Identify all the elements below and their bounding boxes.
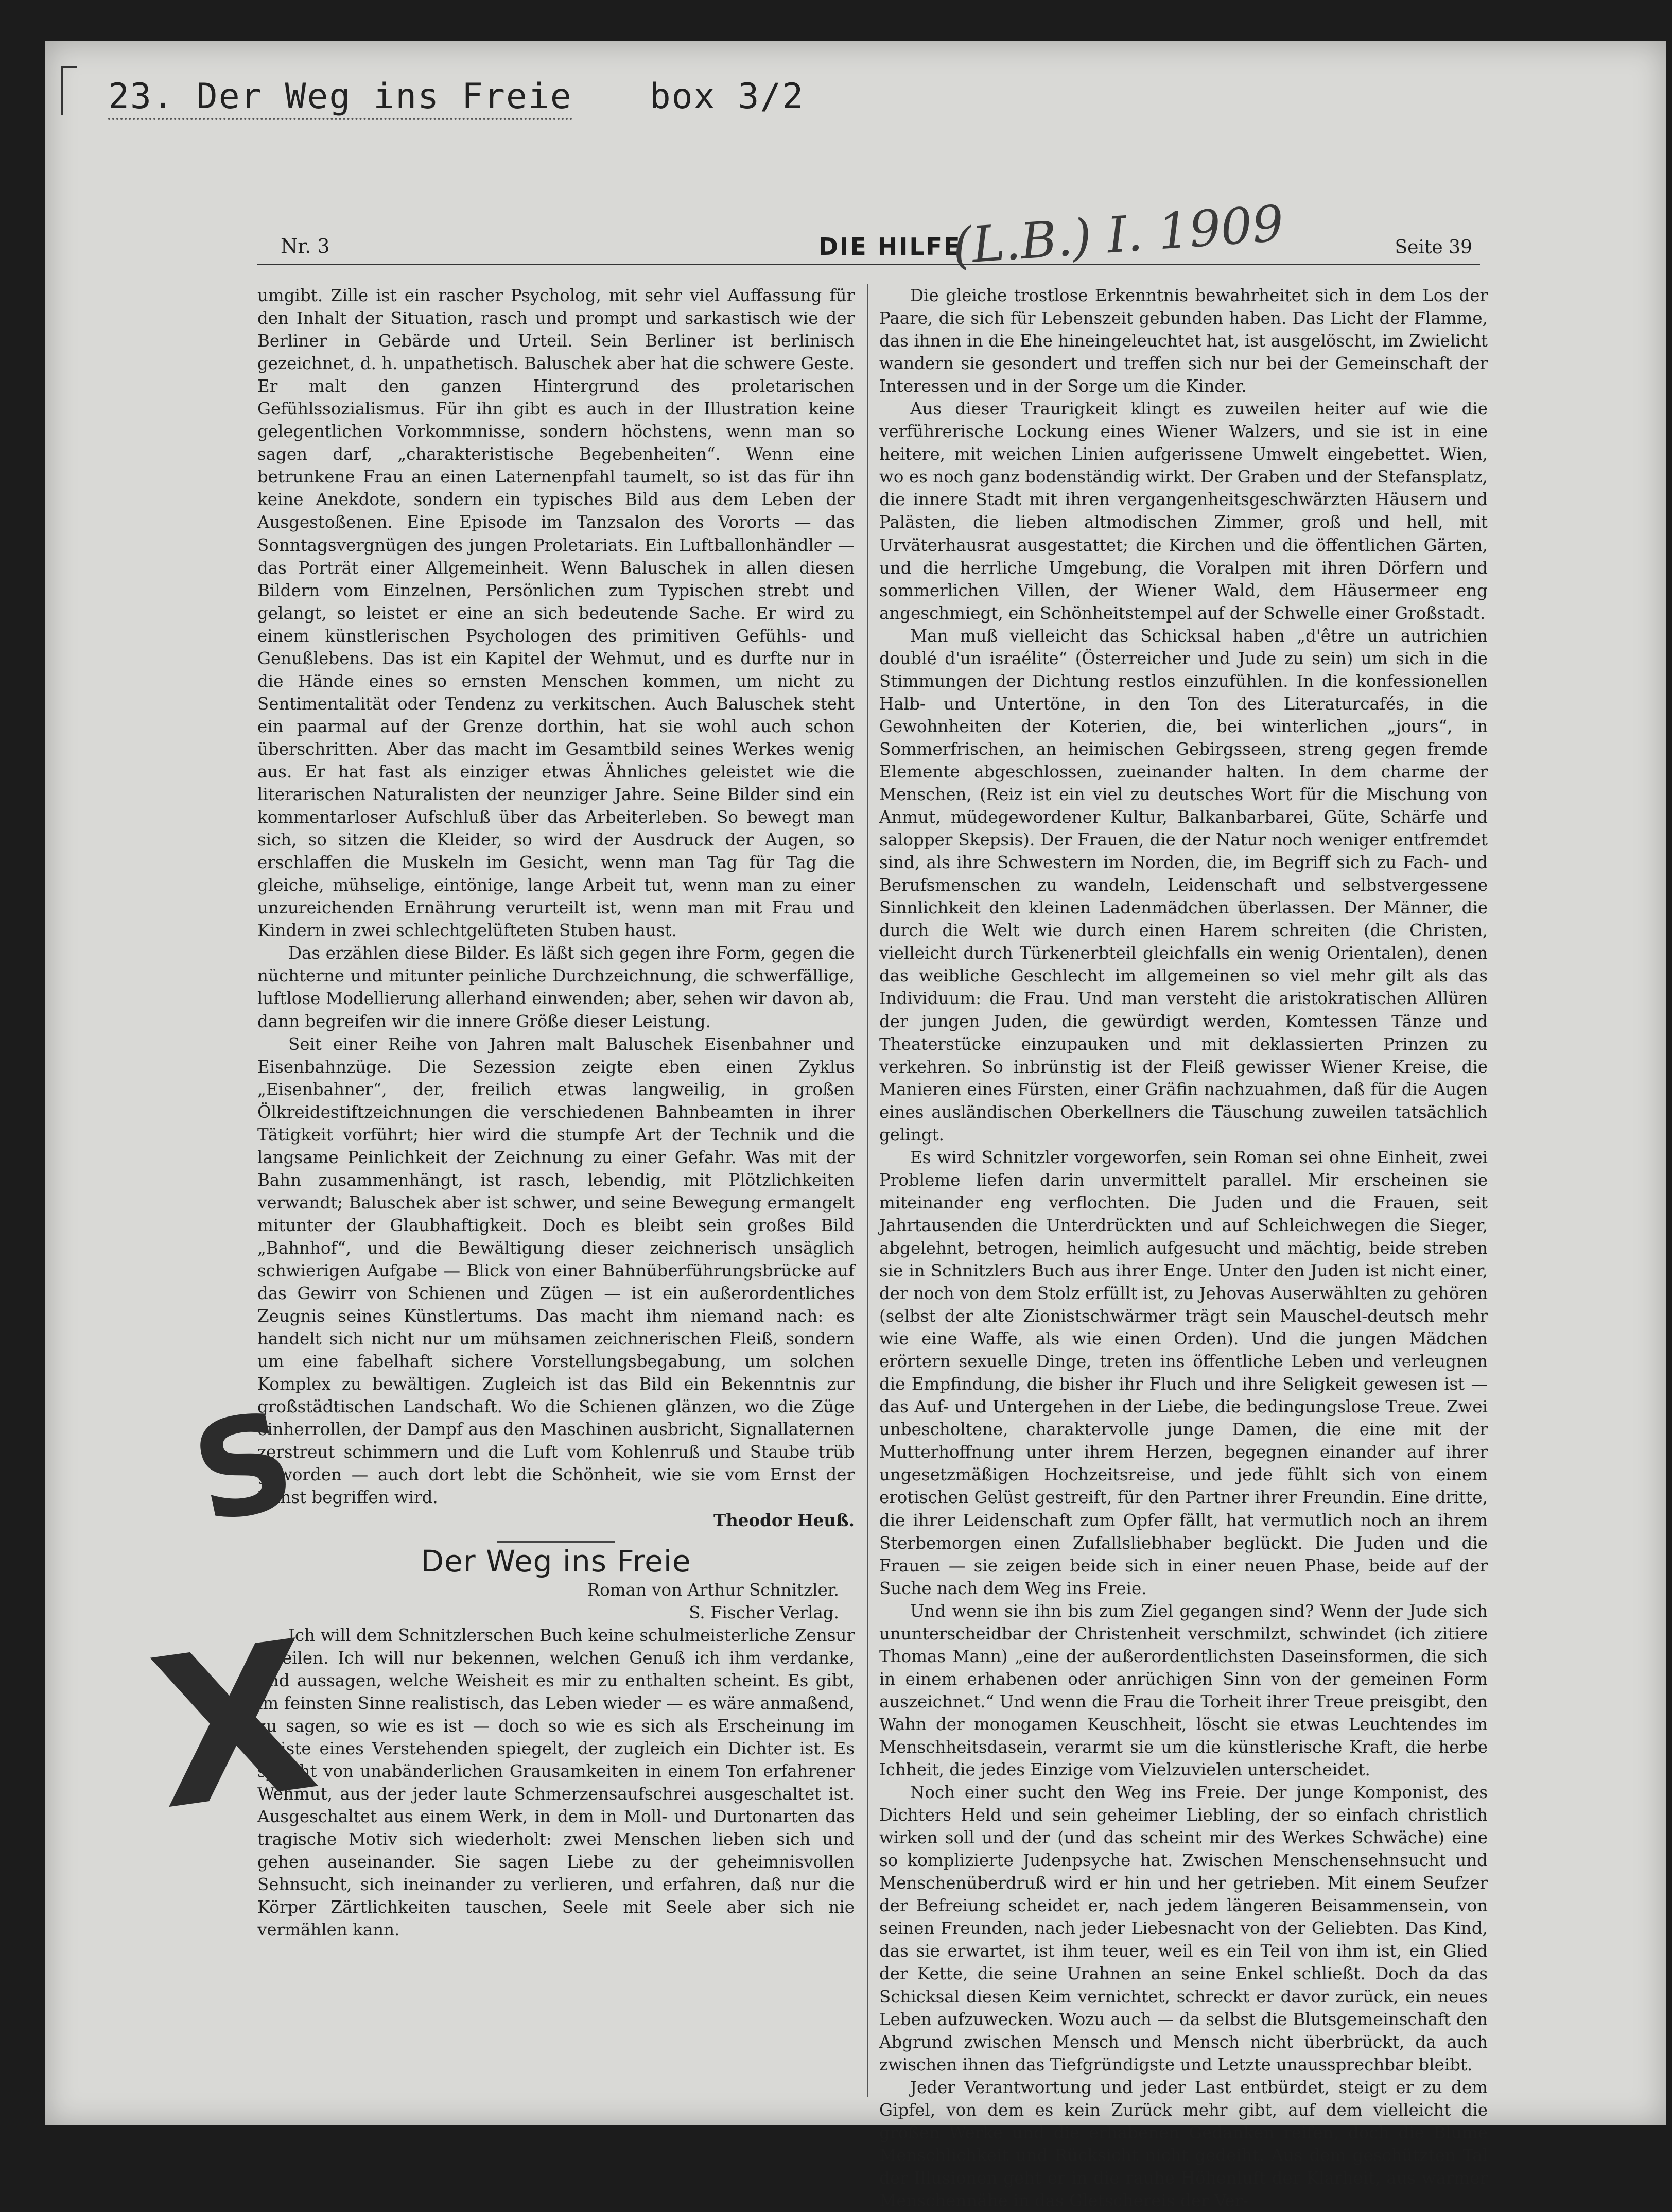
article-paragraph: Seit einer Reihe von Jahren malt Baluschek Eisenbahner und Eisenbahnzüge. Die Sezession zeigte eben einen Zyklus „Eisenbahner“, der, freilich etwas langweilig, in großen Ölkreidestiftzeichnungen die verschiedenen Bahnbeamten in ihrer Tätigkeit vorführt; hier wird die stumpfe Art der Technik und die langsame Peinlichkeit der Zeichnung zu einer Gefahr. Was mit der Bahn zusammenhängt, ist rasch, lebendig, mit Plötzlichkeiten verwandt; Baluschek aber ist schwer, und seine Bewegung ermangelt mitunter der Glaubhaftigkeit. Doch es bleibt sein großes Bild „Bahnhof“, und die Bewältigung dieser zeichnerisch unsäglich schwierigen Aufgabe — Blick von einer Bahnüberführungsbrücke auf das Gewirr von Schienen und Zügen — ist ein außerordentliches Zeugnis seines Künstlertums. Das macht ihm niemand nach: es handelt sich nicht nur um mühsamen zeichnerischen Fleiß, sondern um eine fabelhaft sichere Vorstellungsbegabung, um solchen Komplex zu bewältigen. Zugleich ist das Bild ein Bekenntnis zur großstädtischen Landschaft. Wo die Schienen glänzen, wo die Züge einherrollen, der Dampf aus den Maschinen ausbricht, Signallaternen zerstreut schimmern und die Luft vom Kohlenruß und Staube trüb geworden — auch dort lebt die Schönheit, wie sie vom Ernst der Kunst begriffen wird. [257,1034,855,1508]
section-rule [497,1541,615,1543]
publication-name: DIE HILFE [818,233,962,261]
archive-title: 23. Der Weg ins Freie [108,76,572,120]
margin-mark-s: S [180,1381,307,1554]
column-divider [867,284,868,2097]
review-title: Der Weg ins Freie [421,1543,691,1579]
review-paragraph: Die gleiche trostlose Erkenntnis bewahrheitet sich in dem Los der Paare, die sich für Lebenszeit gebunden haben. Das Licht der Flamme, das ihnen in die Ehe hineingeleuchtet hat, ist ausgelöscht, im Zwielicht wandern sie gesondert und treffen sich nur bei der Gemeinschaft der Interessen und in der Sorge um die Kinder. [879,286,1488,396]
review-paragraph: Noch einer sucht den Weg ins Freie. Der junge Komponist, des Dichters Held und sein geheimer Liebling, der so einfach christlich wirken soll und der (und das scheint mir des Werkes Schwäche) eine so komplizierte Judenpsyche hat. Zwischen Menschensehnsucht und Menschenüberdruß wird er hin und her getrieben. Mit einem Seufzer der Befreiung scheidet er, nach jedem längeren Beisammensein, von seinen Freunden, nach jeder Liebesnacht von der Geliebten. Das Kind, das sie erwartet, ist ihm teuer, weil es ein Teil von ihm ist, ein Glied der Kette, die seine Urahnen an seine Enkel schließt. Doch da das Schicksal diesen Keim vernichtet, schreckt er davor zurück, ein neues Leben aufzuwecken. Wozu auch — da selbst die Blutsgemeinschaft den Abgrund zwischen Mensch und Mensch nicht überbrückt, da auch zwischen ihnen das Tiefgründigste und Letzte unaussprechbar bleibt. [879,1783,1488,2075]
review-subtitle-author: Roman von Arthur Schnitzler. [587,1580,839,1600]
archive-header-note [108,76,804,117]
issue-number: Nr. 3 [281,235,330,257]
review-paragraph: Jeder Verantwortung und jeder Last entbürdet, steigt er zu dem Gipfel, von dem es kein Zurück mehr gibt, auf dem vielleicht die großen Werke und die erhabenen Gedanken reifen, doch die Blume Menschlichkeit und Rücksicht nicht gedeiht. Aus dem geschützten Tal der Illusionen geht er in die rauhe Höhenluft der Klarheit, aus warmer Menschennähe in das Gletschereis der Ver- [879,2077,1488,2210]
handwritten-note: (L.B.) I. 1909 [950,194,1286,275]
review-paragraph: Man muß vielleicht das Schicksal haben „d'être un autrichien doublé d'un israélite“ (Österreicher und Jude zu sein) um sich in die Stimmungen der Dichtung restlos einzufühlen. In die konfessionellen Halb- und Untertöne, in den Ton des Literaturcafés, in die Gewohnheiten der Koterien, die, bei winterlichen „jours“, in Sommerfrischen, an heimischen Gebirgsseen, streng gegen fremde Elemente abgeschlossen, zueinander halten. In dem charme der Menschen, (Reiz ist ein viel zu deutsches Wort für die Mischung von Anmut, müdegewordener Kultur, Balkanbarbarei, Güte, Schärfe und salopper Skepsis). Der Frauen, die der Natur noch weniger entfremdet sind, als ihre Schwestern im Norden, die, im Begriff sich zu Fach- und Berufsmenschen zu wandeln, Leidenschaft und selbstvergessene Sinnlichkeit den kleinen Ladenmädchen überlassen. Der Männer, die durch die Welt wie durch einen Harem schreiten (die Christen, vielleicht durch Türkenerbteil gleichfalls ein wenig Orientalen), denen das weibliche Geschlecht im allgemeinen so viel mehr gilt als das Individuum: die Frau. Und man versteht die aristokratischen Allüren der jungen Juden, die gewürdigt werden, Komtessen Tänze und Theaterstücke einzupauken und mit deklassierten Prinzen zu verkehren. So inbrünstig ist der Fleiß gewisser Wiener Kreise, die Manieren eines Fürsten, einer Gräfin nachzuahmen, daß für die Augen eines ausländischen Oberkellners die Täuschung zuweilen tatsächlich gelingt. [879,626,1488,1145]
review-paragraph: Es wird Schnitzler vorgeworfen, sein Roman sei ohne Einheit, zwei Probleme liefen darin unvermittelt parallel. Mir erscheinen sie miteinander eng verflochten. Die Juden und die Frauen, seit Jahrtausenden die Unterdrückten und auf Schleichwegen die Sieger, abgelehnt, betrogen, heimlich aufgesucht und mächtig, beide streben sie in Schnitzlers Buch aus ihrer Enge. Unter den Juden ist nicht einer, der noch von dem Stolz erfüllt ist, zu Jehovas Auserwählten zu gehören (selbst der alte Zionistschwärmer trägt sein Mauschel-deutsch mehr wie eine Waffe, als wie einen Orden). Und die jungen Mädchen erörtern sexuelle Dinge, treten ins öffentliche Leben und verleugnen die Empfindung, die bisher ihr Fluch und ihre Seligkeit gewesen ist — das Auf- und Untergehen in der Liebe, die bedingungslose Treue. Zwei unbescholtene, charaktervolle junge Damen, die eine mit der Mutterhoffnung unter ihrem Herzen, begegnen einander auf ihrer ungesetzmäßigen Hochzeitsreise, und jede fühlt sich von einem erotischen Gelüst gestreift, für den Partner ihrer Freundin. Eine dritte, die ihrer Leidenschaft zum Opfer fällt, hat vermutlich noch an ihrem Sterbemorgen einen Zufallsliebhaber beglückt. Die Juden und die Frauen — sie zeigen beide sich in einer neuen Phase, beide auf der Suche nach dem Weg ins Freie. [879,1147,1488,1598]
left-column [257,284,855,1941]
corner-bracket [61,66,77,115]
right-column [879,284,1488,2212]
review-paragraph: Ich will dem Schnitzlerschen Buch keine schulmeisterliche Zensur erteilen. Ich will nur bekennen, welchen Genuß ich ihm verdanke, und aussagen, welche Weisheit es mir zu enthalten scheint. Es gibt, im feinsten Sinne realistisch, das Leben wieder — es wäre anmaßend, zu sagen, so wie es ist — doch so wie es sich als Erscheinung im Geiste eines Verstehenden spiegelt, der zugleich ein Dichter ist. Es spricht von unabänderlichen Grausamkeiten in einem Ton erfahrener Wehmut, aus der jeder laute Schmerzensaufschrei ausgeschaltet ist. Ausgeschaltet aus einem Werk, in dem in Moll- und Durtonarten das tragische Motiv sich wiederholt: zwei Menschen lieben sich und gehen auseinander. Sie sagen Liebe zu der geheimnisvollen Sehnsucht, sich ineinander zu verlieren, und erfahren, daß nur die Körper Zärtlichkeiten tauschen, Seele mit Seele aber sich nie vermählen kann. [257,1625,855,1940]
article-paragraph: umgibt. Zille ist ein rascher Psycholog, mit sehr viel Auffassung für den Inhalt der Situation, rasch und prompt und sarkastisch wie der Berliner in Gebärde und Urteil. Sein Berliner ist berlinisch gezeichnet, d. h. unpathetisch. Baluschek aber hat die schwere Geste. Er malt den ganzen Hintergrund des proletarischen Gefühlssozialismus. Für ihn gibt es auch in der Illustration keine gelegentlichen Vorkommnisse, sondern höchstens, wenn man so sagen darf, „charakteristische Begebenheiten“. Wenn eine betrunkene Frau an einen Laternenpfahl taumelt, so ist das für ihn keine Anekdote, sondern ein typisches Bild aus dem Leben der Ausgestoßenen. Eine Episode im Tanzsalon des Vororts — das Sonntagsvergnügen des jungen Proletariats. Ein Luftballonhändler — das Porträt einer Allgemeinheit. Wenn Baluschek in allen diesen Bildern vom Einzelnen, Persönlichen zum Typischen strebt und gelangt, so leistet er eine an sich bedeutende Sache. Er wird zu einem künstlerischen Psychologen des primitiven Gefühls- und Genußlebens. Das ist ein Kapitel der Wehmut, und es durfte nur in die Hände eines so ernsten Menschen kommen, um nicht zu Sentimentalität oder Tendenz zu verkitschen. Auch Baluschek steht ein paarmal auf der Grenze dorthin, hat sie wohl auch schon überschritten. Aber das macht im Gesamtbild seines Werkes wenig aus. Er hat fast als einziger etwas Ähnliches geleistet wie die literarischen Naturalisten der neunziger Jahre. Seine Bilder sind ein kommentarloser Aufschluß über das Arbeiterleben. So bewegt man sich, so sitzen die Kleider, so wird der Ausdruck der Augen, so erschlaffen die Muskeln im Gesicht, wenn man Tag für Tag die gleiche, mühselige, eintönige, lange Arbeit tut, wenn man zu einer unzureichenden Ernährung verurteilt ist, wenn man mit Frau und Kindern in zwei schlechtgelüfteten Stuben haust. [257,286,855,941]
review-subtitle-publisher: S. Fischer Verlag. [689,1602,839,1622]
review-paragraph: Und wenn sie ihn bis zum Ziel gegangen sind? Wenn der Jude sich ununterscheidbar der Christenheit verschmilzt, schwindet (ich zitiere Thomas Mann) „eine der außerordentlichsten Daseinsformen, die sich in einem erhabenen oder anrüchigen Sinn von der gemeinen Form auszeichnet.“ Und wenn die Frau die Torheit ihrer Treue preisgibt, den Wahn der monogamen Keuschheit, löscht sie etwas Leuchtendes im Menschheitsdasein, verarmt sie um die künstlerische Kraft, die herbe Ichheit, die jedes Einzige vom Vielzuvielen unterscheidet. [879,1601,1488,1780]
archive-box-label: box 3/2 [649,76,805,117]
article-paragraph: Das erzählen diese Bilder. Es läßt sich gegen ihre Form, gegen die nüchterne und mitunter peinliche Durchzeichnung, die schwerfällige, luftlose Modellierung allerhand einwenden; aber, sehen wir davon ab, dann begreifen wir die innere Größe dieser Leistung. [257,943,855,1031]
margin-mark-x: X [138,1596,329,1856]
running-head [257,233,1480,265]
author-signature: Theodor Heuß. [713,1510,855,1530]
page-number: Seite 39 [1395,237,1472,258]
review-paragraph: Aus dieser Traurigkeit klingt es zuweilen heiter auf wie die verführerische Lockung eines Wiener Walzers, und sie ist in eine heitere, mit weichen Linien aufgerissene Umwelt eingebettet. Wien, wo es noch ganz bodenständig wirkt. Der Graben und der Stefansplatz, die innere Stadt mit ihren vergangenheitsgeschwärzten Häusern und Palästen, die lieben altmodischen Zimmer, groß und hell, mit Urväterhausrat ausgestattet; die Kirchen und die öffentlichen Gärten, und die herrliche Umgebung, die Voralpen mit ihren Dörfern und sommerlichen Villen, der Wiener Wald, dem Häusermeer eng angeschmiegt, ein Schönheitstempel auf der Schwelle einer Großstadt. [879,399,1488,623]
